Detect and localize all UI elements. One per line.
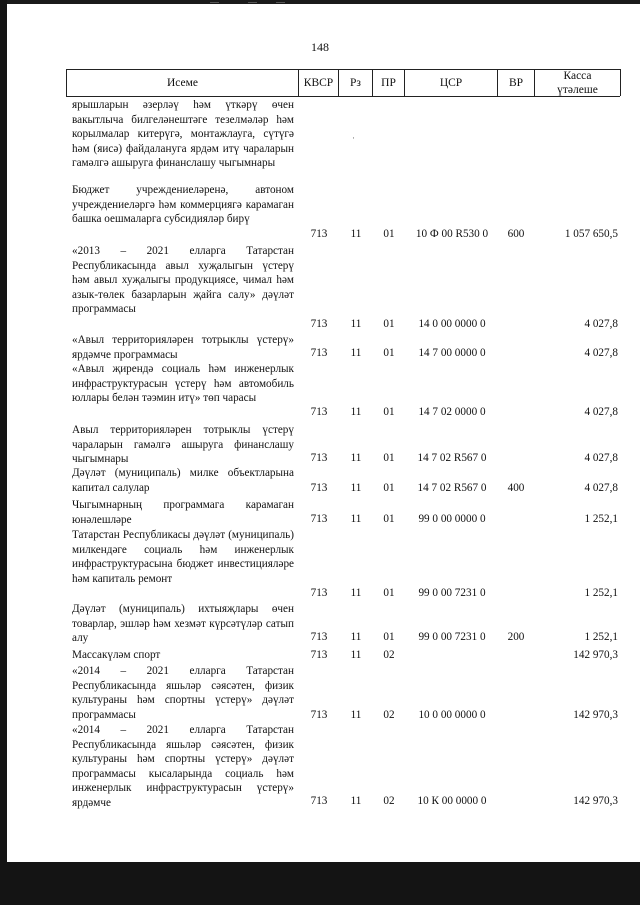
- row-pr: 01: [383, 587, 395, 599]
- row-rz: 11: [350, 513, 362, 525]
- row-kvsr: 713: [310, 406, 328, 418]
- row-rz: 11: [350, 709, 362, 721]
- row-sum: 4 027,8: [584, 452, 618, 464]
- scan-speck: ·: [352, 133, 355, 143]
- row-pr: 01: [383, 452, 395, 464]
- scan-left-edge: [0, 0, 7, 905]
- header-rz: Рз: [350, 76, 361, 89]
- row-sum: 4 027,8: [584, 482, 618, 494]
- header-pr: ПР: [381, 76, 396, 89]
- row-pr: 01: [383, 318, 395, 330]
- row-name: Массакүләм спорт: [72, 649, 161, 661]
- header-kassa-line2: үтәлеше: [557, 83, 598, 96]
- row-vr: 400: [507, 482, 525, 494]
- row-csr: 99 0 00 7231 0: [418, 587, 486, 599]
- row-csr: 14 7 00 0000 0: [418, 347, 486, 359]
- row-kvsr: 713: [310, 587, 328, 599]
- header-csr: ЦСР: [439, 76, 463, 89]
- row-sum: 1 252,1: [584, 631, 618, 643]
- header-name: Исеме: [166, 76, 199, 89]
- row-rz: 11: [350, 587, 362, 599]
- row-pr: 02: [383, 795, 395, 807]
- row-rz: 11: [350, 318, 362, 330]
- row-kvsr: 713: [310, 631, 328, 643]
- header-vr: ВР: [508, 76, 524, 89]
- row-kvsr: 713: [310, 452, 328, 464]
- row-name: Авыл территорияләрен тотрыклы үстерү чараларын гамәлгә ашыруга финанслашу чыгымнары: [72, 424, 294, 466]
- header-kassa: [535, 69, 620, 96]
- row-sum: 1 057 650,5: [564, 228, 618, 240]
- row-csr: 10 Ф 00 R530 0: [415, 228, 489, 240]
- row-kvsr: 713: [310, 482, 328, 494]
- header-kassa-line1: Касса: [563, 69, 592, 82]
- row-csr: 14 7 02 R567 0: [417, 482, 487, 494]
- row-name: «2013 – 2021 елларга Татарстан Республикасында авыл хуҗалыгын үстерү һәм авыл хуҗалыгы продукциясе, чимал һәм азык-төлек базарларын җайга салу» дәүләт программасы: [72, 245, 294, 316]
- row-sum: 4 027,8: [584, 347, 618, 359]
- row-csr: 99 0 00 0000 0: [418, 513, 486, 525]
- col-divider: [620, 69, 621, 96]
- row-sum: 1 252,1: [584, 513, 618, 525]
- row-csr: 14 7 02 0000 0: [418, 406, 486, 418]
- row-kvsr: 713: [310, 228, 328, 240]
- row-rz: 11: [350, 228, 362, 240]
- row-sum: 142 970,3: [573, 709, 618, 721]
- row-vr: 600: [507, 228, 525, 240]
- row-rz: 11: [350, 482, 362, 494]
- row-csr: 14 0 00 0000 0: [418, 318, 486, 330]
- scan-bottom-edge: [0, 862, 640, 905]
- row-rz: 11: [350, 631, 362, 643]
- scan-top-edge: [0, 0, 640, 4]
- row-name: Чыгымнарның программага карамаган юнәлешләре: [72, 499, 294, 526]
- header-kvsr: КВСР: [303, 76, 334, 89]
- row-kvsr: 713: [310, 347, 328, 359]
- row-csr: 14 7 02 R567 0: [417, 452, 487, 464]
- row-name: ярышларын әзерләү һәм үткәрү өчен вакытлыча билгеләнештәге тезелмәләр һәм корылмалар китерүгә, монтажлауга, сүтүгә һәм (яисә) файдалануга ярдәм итү чараларын гамәлгә ашыруга финанслашу чыгымнары: [72, 99, 294, 170]
- row-rz: 11: [350, 649, 362, 661]
- row-vr: 200: [507, 631, 525, 643]
- row-pr: 01: [383, 406, 395, 418]
- scan-mark: [248, 2, 257, 3]
- row-rz: 11: [350, 795, 362, 807]
- row-kvsr: 713: [310, 795, 328, 807]
- row-kvsr: 713: [310, 709, 328, 721]
- row-csr: 10 К 00 0000 0: [417, 795, 487, 807]
- row-pr: 01: [383, 513, 395, 525]
- page-number: 148: [311, 40, 329, 54]
- row-sum: 142 970,3: [573, 795, 618, 807]
- row-csr: 99 0 00 7231 0: [418, 631, 486, 643]
- row-name: «2014 – 2021 елларга Татарстан Республикасында яшьләр сәясәтен, физик культураны һәм спортны үстерү» дәүләт программасы: [72, 665, 294, 721]
- scan-mark: [276, 2, 285, 3]
- row-rz: 11: [350, 347, 362, 359]
- row-kvsr: 713: [310, 649, 328, 661]
- row-rz: 11: [350, 406, 362, 418]
- row-sum: 4 027,8: [584, 318, 618, 330]
- row-pr: 02: [383, 709, 395, 721]
- row-kvsr: 713: [310, 513, 328, 525]
- row-pr: 01: [383, 482, 395, 494]
- row-rz: 11: [350, 452, 362, 464]
- row-name: «2014 – 2021 елларга Татарстан Республикасында яшьләр сәясәтен, физик культураны һәм спортны үстерү» дәүләт программасы кысаларында социаль һәм инженерлык инфраструктурасын үстерү» ярдәмче: [72, 724, 294, 809]
- scan-mark: [210, 2, 219, 3]
- row-name: Дәүләт (муниципаль) ихтыяҗлары өчен товарлар, эшләр һәм хезмәт күрсәтүләр сатып алу: [72, 603, 294, 645]
- row-pr: 02: [383, 649, 395, 661]
- row-sum: 1 252,1: [584, 587, 618, 599]
- row-csr: 10 0 00 0000 0: [418, 709, 486, 721]
- row-pr: 01: [383, 631, 395, 643]
- row-pr: 01: [383, 347, 395, 359]
- row-name: Дәүләт (муниципаль) милке объектларына капитал салулар: [72, 467, 294, 494]
- row-name: Татарстан Республикасы дәүләт (муниципаль) милкендәге социаль һәм инженерлык инфраструктурасына бюджет инвестицияләре һәм капиталь ремонт: [72, 529, 294, 585]
- header-bottom-rule: [66, 96, 620, 97]
- row-name: «Авыл территорияләрен тотрыклы үстерү» ярдәмче программасы: [72, 334, 294, 361]
- row-name: Бюджет учреждениеләренә, автоном учреждениеләргә һәм коммерциягә карамаган башка оешмаларга субсидияләр бирү: [72, 184, 294, 226]
- row-name: «Авыл җирендә социаль һәм инженерлык инфраструктурасын үстерү һәм автомобиль юллары белән тәэмин итү» төп чарасы: [72, 363, 294, 405]
- row-sum: 142 970,3: [573, 649, 618, 661]
- row-pr: 01: [383, 228, 395, 240]
- row-sum: 4 027,8: [584, 406, 618, 418]
- row-kvsr: 713: [310, 318, 328, 330]
